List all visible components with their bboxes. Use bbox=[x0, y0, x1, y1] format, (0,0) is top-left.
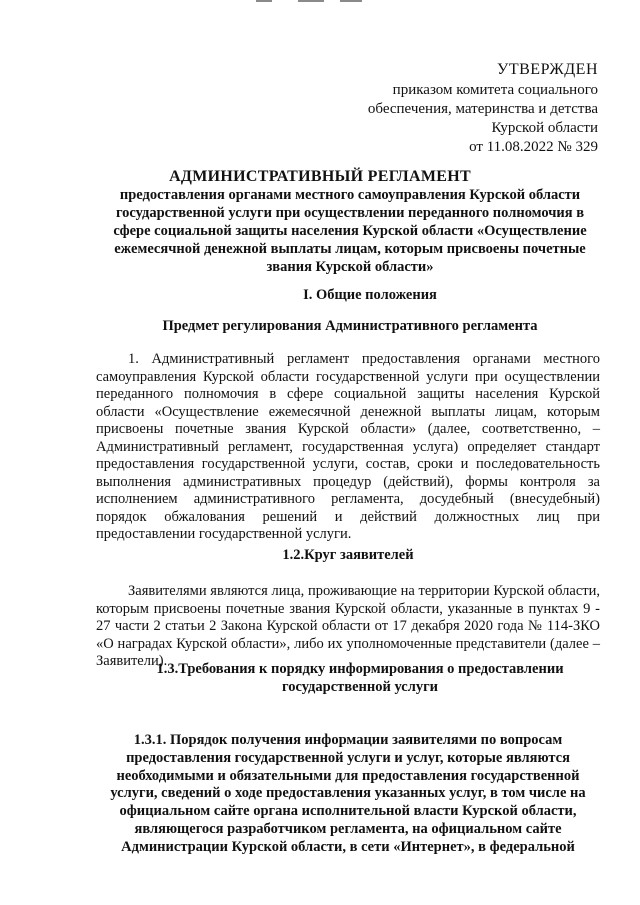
section-subheading: Предмет регулирования Административного регламента bbox=[162, 318, 538, 334]
approval-line: Курской области bbox=[491, 120, 598, 136]
approval-line: приказом комитета социального bbox=[392, 82, 598, 98]
approval-line: от 11.08.2022 № 329 bbox=[469, 139, 598, 155]
paragraph: 1.3.1. Порядок получения информации заявителями по вопросам предоставления государственной услуги и услуг, которые являются необходимыми и обязательными для предоставления государственной услуги, сведений о ходе предоставления указанных услуг, в том числе на официальном сайте органа исполнительной власти Курской области, являющегося разработчиком регламента, на официальном сайте Администрации Курской области, в сети «Интернет», в федеральной bbox=[110, 732, 586, 855]
paragraph: 1. Административный регламент предоставления органами местного самоуправления Курской области государственной услуги при осуществлении переданного полномочия в сфере социальной защиты населения Курской области «Осуществление ежемесячной денежной выплаты лицам, которым присвоены почетные звания Курской области» (далее, соответственно, – Административный регламент, государственная услуга) определяет стандарт предоставления государственной услуги, состав, сроки и последовательность выполнения административных процедур (действий), формы контроля за исполнением административного регламента, досудебный (внесудебный) порядок обжалования решений и действий должностных лиц при предоставлении государственной услуги. bbox=[96, 351, 600, 542]
paragraph: Заявителями являются лица, проживающие на территории Курской области, которым присвоены почетные звания Курской области, указанные в пунктах 9 - 27 части 2 статьи 2 Закона Курской области от 17 декабря 2020 года № 114-ЗКО «О наградах Курской области», либо их уполномоченные представители (далее – Заявители). bbox=[96, 583, 600, 669]
document-title: АДМИНИСТРАТИВНЫЙ РЕГЛАМЕНТ bbox=[169, 168, 471, 185]
section-heading: 1.2.Круг заявителей bbox=[282, 547, 414, 563]
approval-line: обеспечения, материнства и детства bbox=[367, 101, 598, 117]
section-heading: I. Общие положения bbox=[303, 287, 437, 303]
scan-top-marks bbox=[256, 0, 366, 3]
approval-head: УТВЕРЖДЕН bbox=[497, 61, 598, 78]
document-subtitle: предоставления органами местного самоуправления Курской области государственной услуги при осуществлении переданного полномочия в сфере социальной защиты населения Курской области «Осуществление ежемесячной денежной выплаты лицам, которым присвоены почетные звания Курской области» bbox=[113, 187, 587, 275]
approval-stamp bbox=[368, 60, 598, 157]
section-heading: 1.3.Требования к порядку информирования о предоставлении государственной услуги bbox=[156, 661, 564, 695]
